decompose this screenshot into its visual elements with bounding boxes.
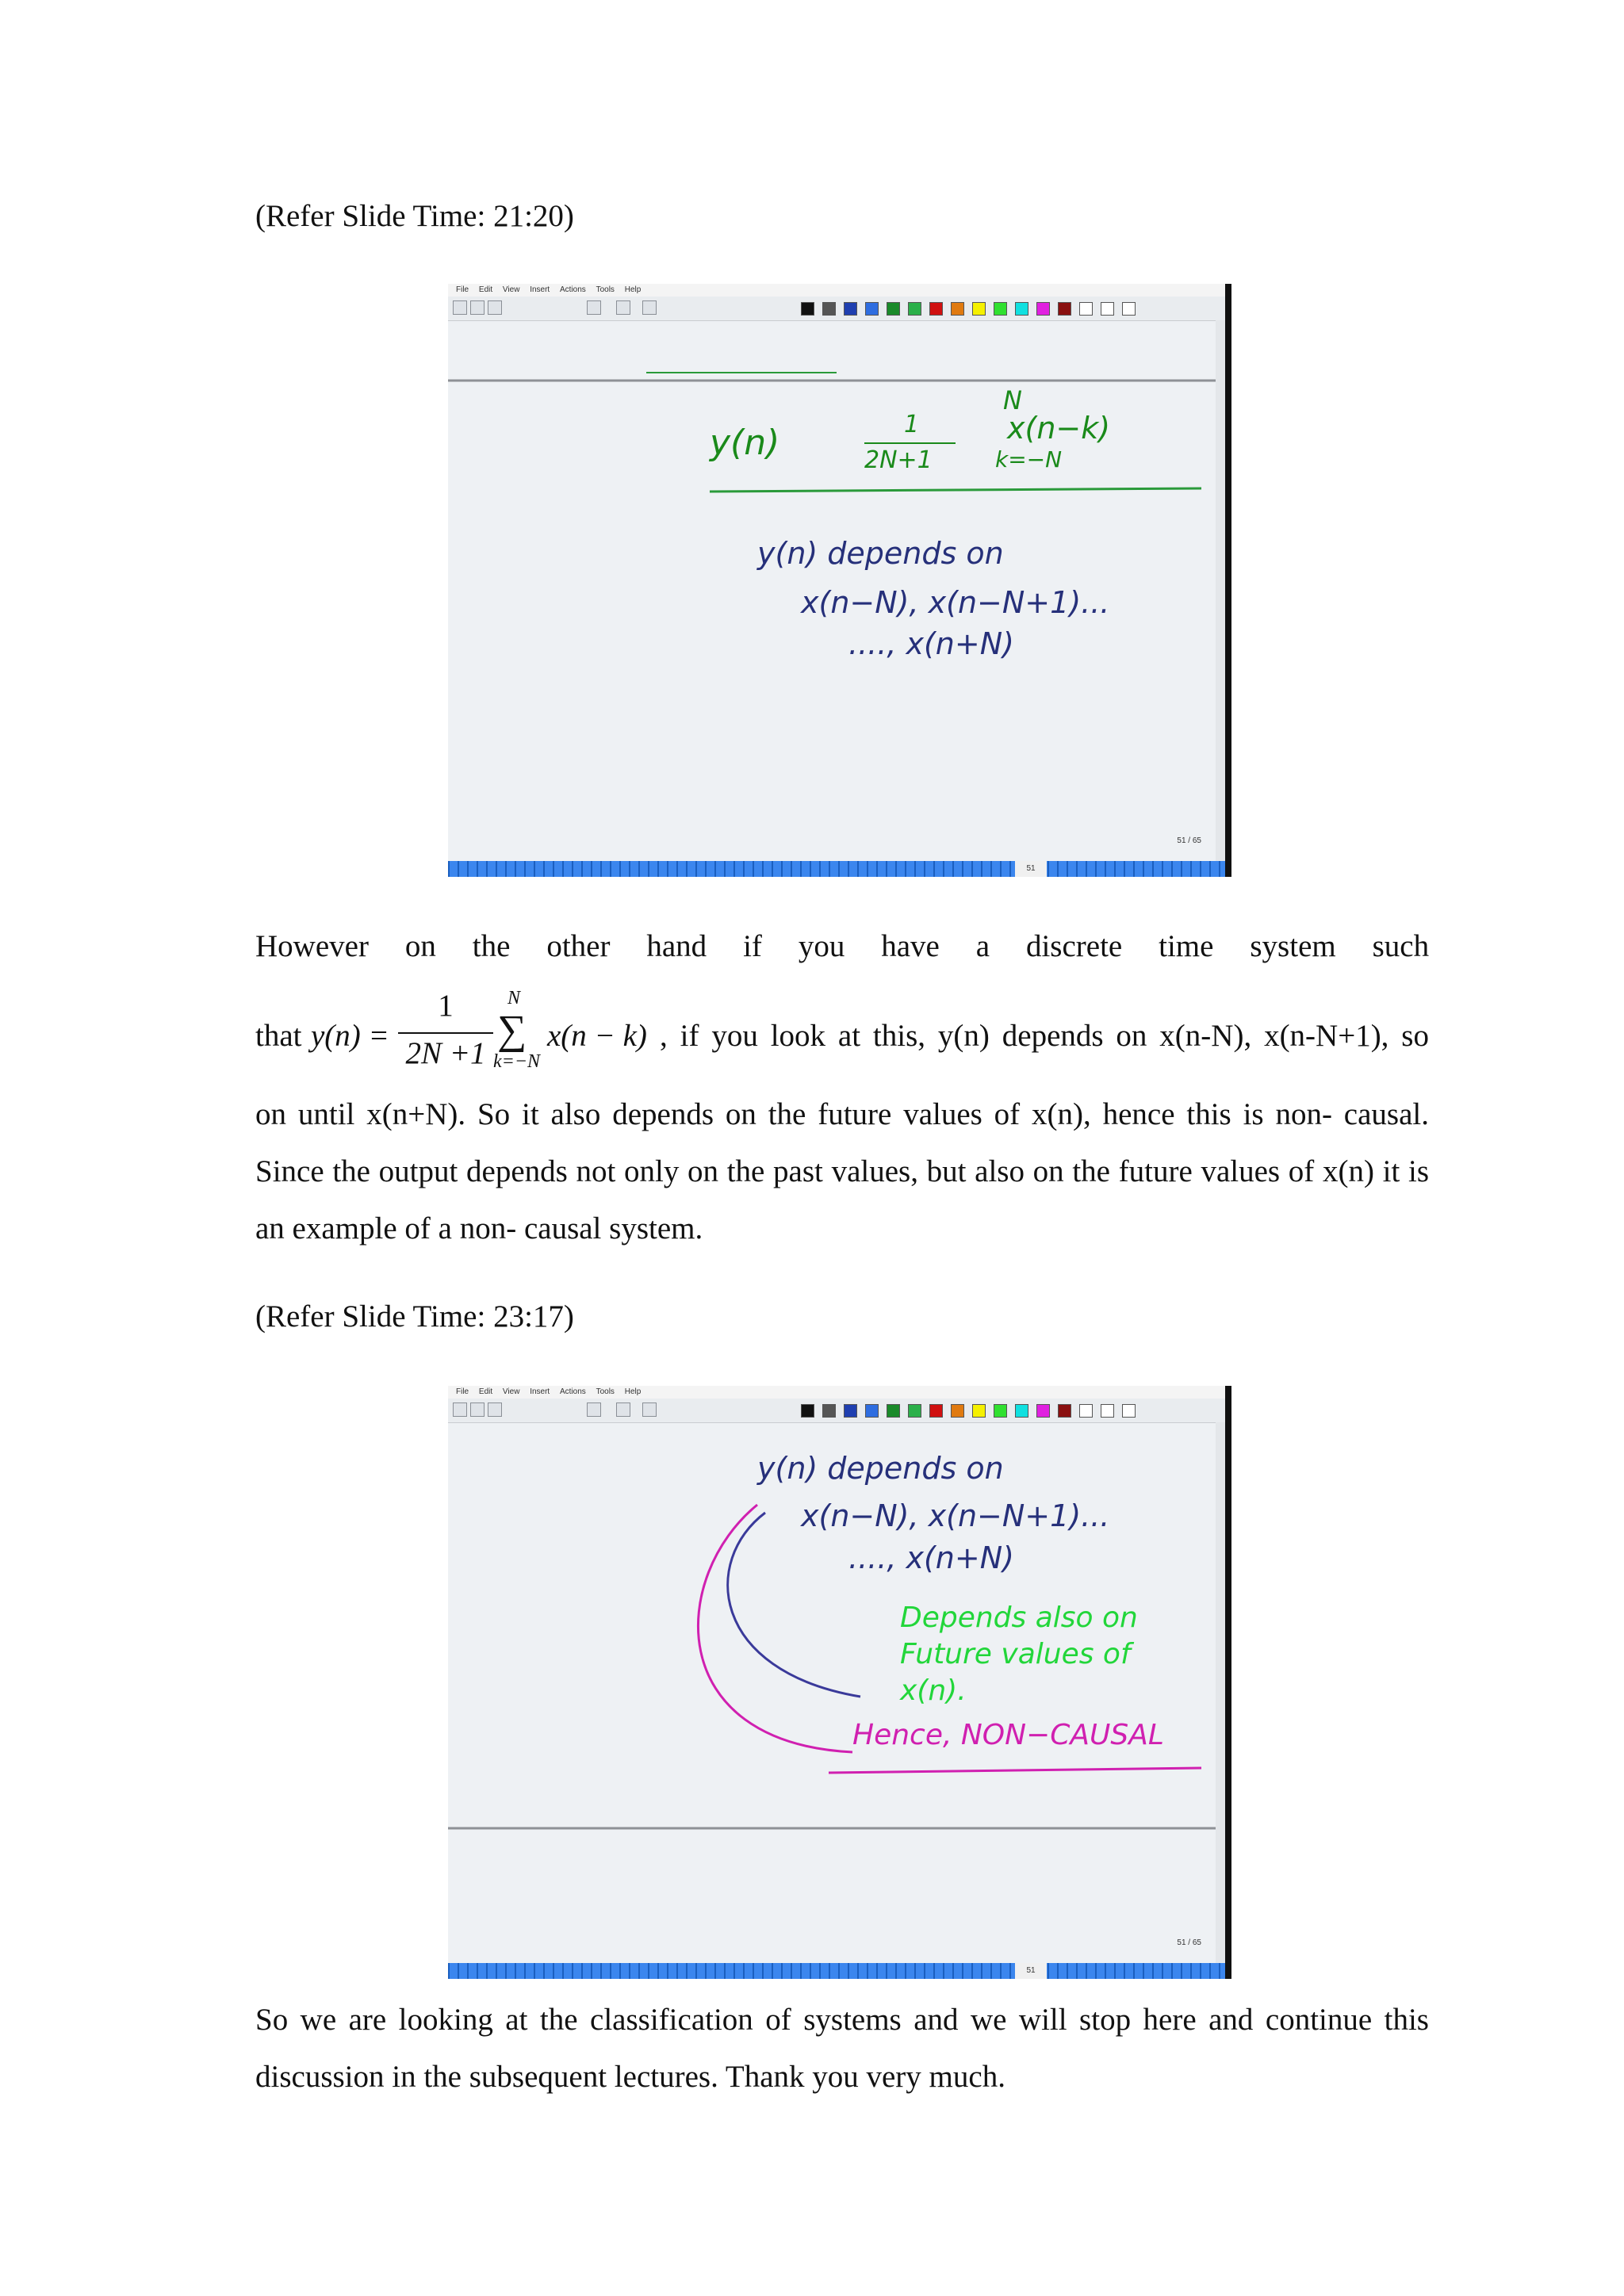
paragraph-2: So we are looking at the classification of systems and we will stop here and continue this discussion in the subsequent lectures. Thank you very much. xyxy=(255,2003,1429,2094)
refer-slide-time-2: (Refer Slide Time: 23:17) xyxy=(255,1299,574,1334)
equation-body: x(n − k) xyxy=(547,1019,647,1053)
page-box: 51 xyxy=(1015,1963,1047,1979)
note-line-1: y(n) depends on xyxy=(757,536,1004,571)
menu-insert[interactable]: Insert xyxy=(530,1387,550,1396)
menu-actions[interactable]: Actions xyxy=(560,1387,586,1396)
equation-lhs: y(n) = xyxy=(311,1019,389,1053)
menu-insert[interactable]: Insert xyxy=(530,285,550,294)
menu-help[interactable]: Help xyxy=(624,1387,642,1396)
formula-num: 1 xyxy=(904,411,920,438)
equation-denominator: 2N +1 xyxy=(405,1036,486,1070)
sum-lower-limit: k=−N xyxy=(493,1051,541,1072)
slide-1-ink xyxy=(448,284,1225,877)
formula-lhs: y(n) xyxy=(710,423,780,463)
menu-file[interactable]: File xyxy=(456,285,469,294)
slide-page-indicator: 51 / 65 xyxy=(1177,836,1201,845)
slide-scrollbar[interactable] xyxy=(1216,320,1225,861)
menu-edit[interactable]: Edit xyxy=(478,1387,493,1396)
note-line-2: x(n−N), x(n−N+1)... xyxy=(801,585,1110,620)
slide-screenshot-2 xyxy=(448,1386,1231,1979)
slide-scrollbar[interactable] xyxy=(1216,1422,1225,1963)
menu-tools[interactable]: Tools xyxy=(596,285,615,294)
note-line-1: y(n) depends on xyxy=(757,1451,1004,1486)
page-box: 51 xyxy=(1015,861,1047,877)
paragraph-line-1: However on the other hand if you have a discrete time system such xyxy=(255,929,1430,963)
equation-numerator: 1 xyxy=(438,989,454,1023)
note-line-2: x(n−N), x(n−N+1)... xyxy=(801,1498,1110,1533)
menu-file[interactable]: File xyxy=(456,1387,469,1396)
equation-line xyxy=(255,983,1429,1078)
sum-upper-limit: N xyxy=(508,988,521,1008)
green-note-1: Depends also on xyxy=(900,1601,1138,1634)
slide-screenshot-1 xyxy=(448,284,1231,877)
note-line-3: ...., x(n+N) xyxy=(848,1540,1014,1575)
slide-page-indicator: 51 / 65 xyxy=(1177,1938,1201,1947)
menu-view[interactable]: View xyxy=(502,285,520,294)
green-note-3: x(n). xyxy=(900,1674,967,1707)
sum-sigma: ∑ xyxy=(497,1008,527,1053)
formula-body: x(n−k) xyxy=(1007,411,1111,446)
formula-top: N xyxy=(1003,385,1022,415)
menu-help[interactable]: Help xyxy=(624,285,642,294)
green-note-2: Future values of xyxy=(900,1638,1131,1670)
menu-actions[interactable]: Actions xyxy=(560,285,586,294)
formula-bottom: k=−N xyxy=(995,446,1063,473)
menu-edit[interactable]: Edit xyxy=(478,285,493,294)
paragraph-1-body: on until x(n+N). So it also depends on the future values of x(n), hence this is non- causal. Since the output depends not only on the past values, but also on the future values of x(n) it is an example of a non- causal system. xyxy=(255,1097,1429,1246)
formula-den: 2N+1 xyxy=(864,446,933,474)
equation-tail: , if you look at this, y(n) depends on x(n-N), x(n-N+1), so xyxy=(660,1019,1429,1053)
magenta-note: Hence, NON−CAUSAL xyxy=(852,1719,1164,1751)
page-strip xyxy=(448,861,1225,877)
fraction-bar xyxy=(398,1032,493,1034)
menu-view[interactable]: View xyxy=(502,1387,520,1396)
note-line-3: ...., x(n+N) xyxy=(848,626,1014,661)
menu-tools[interactable]: Tools xyxy=(596,1387,615,1396)
page-strip xyxy=(448,1963,1225,1979)
equation-lead: that xyxy=(255,1019,302,1053)
formula-bar xyxy=(864,442,956,444)
refer-slide-time-1: (Refer Slide Time: 21:20) xyxy=(255,199,574,233)
